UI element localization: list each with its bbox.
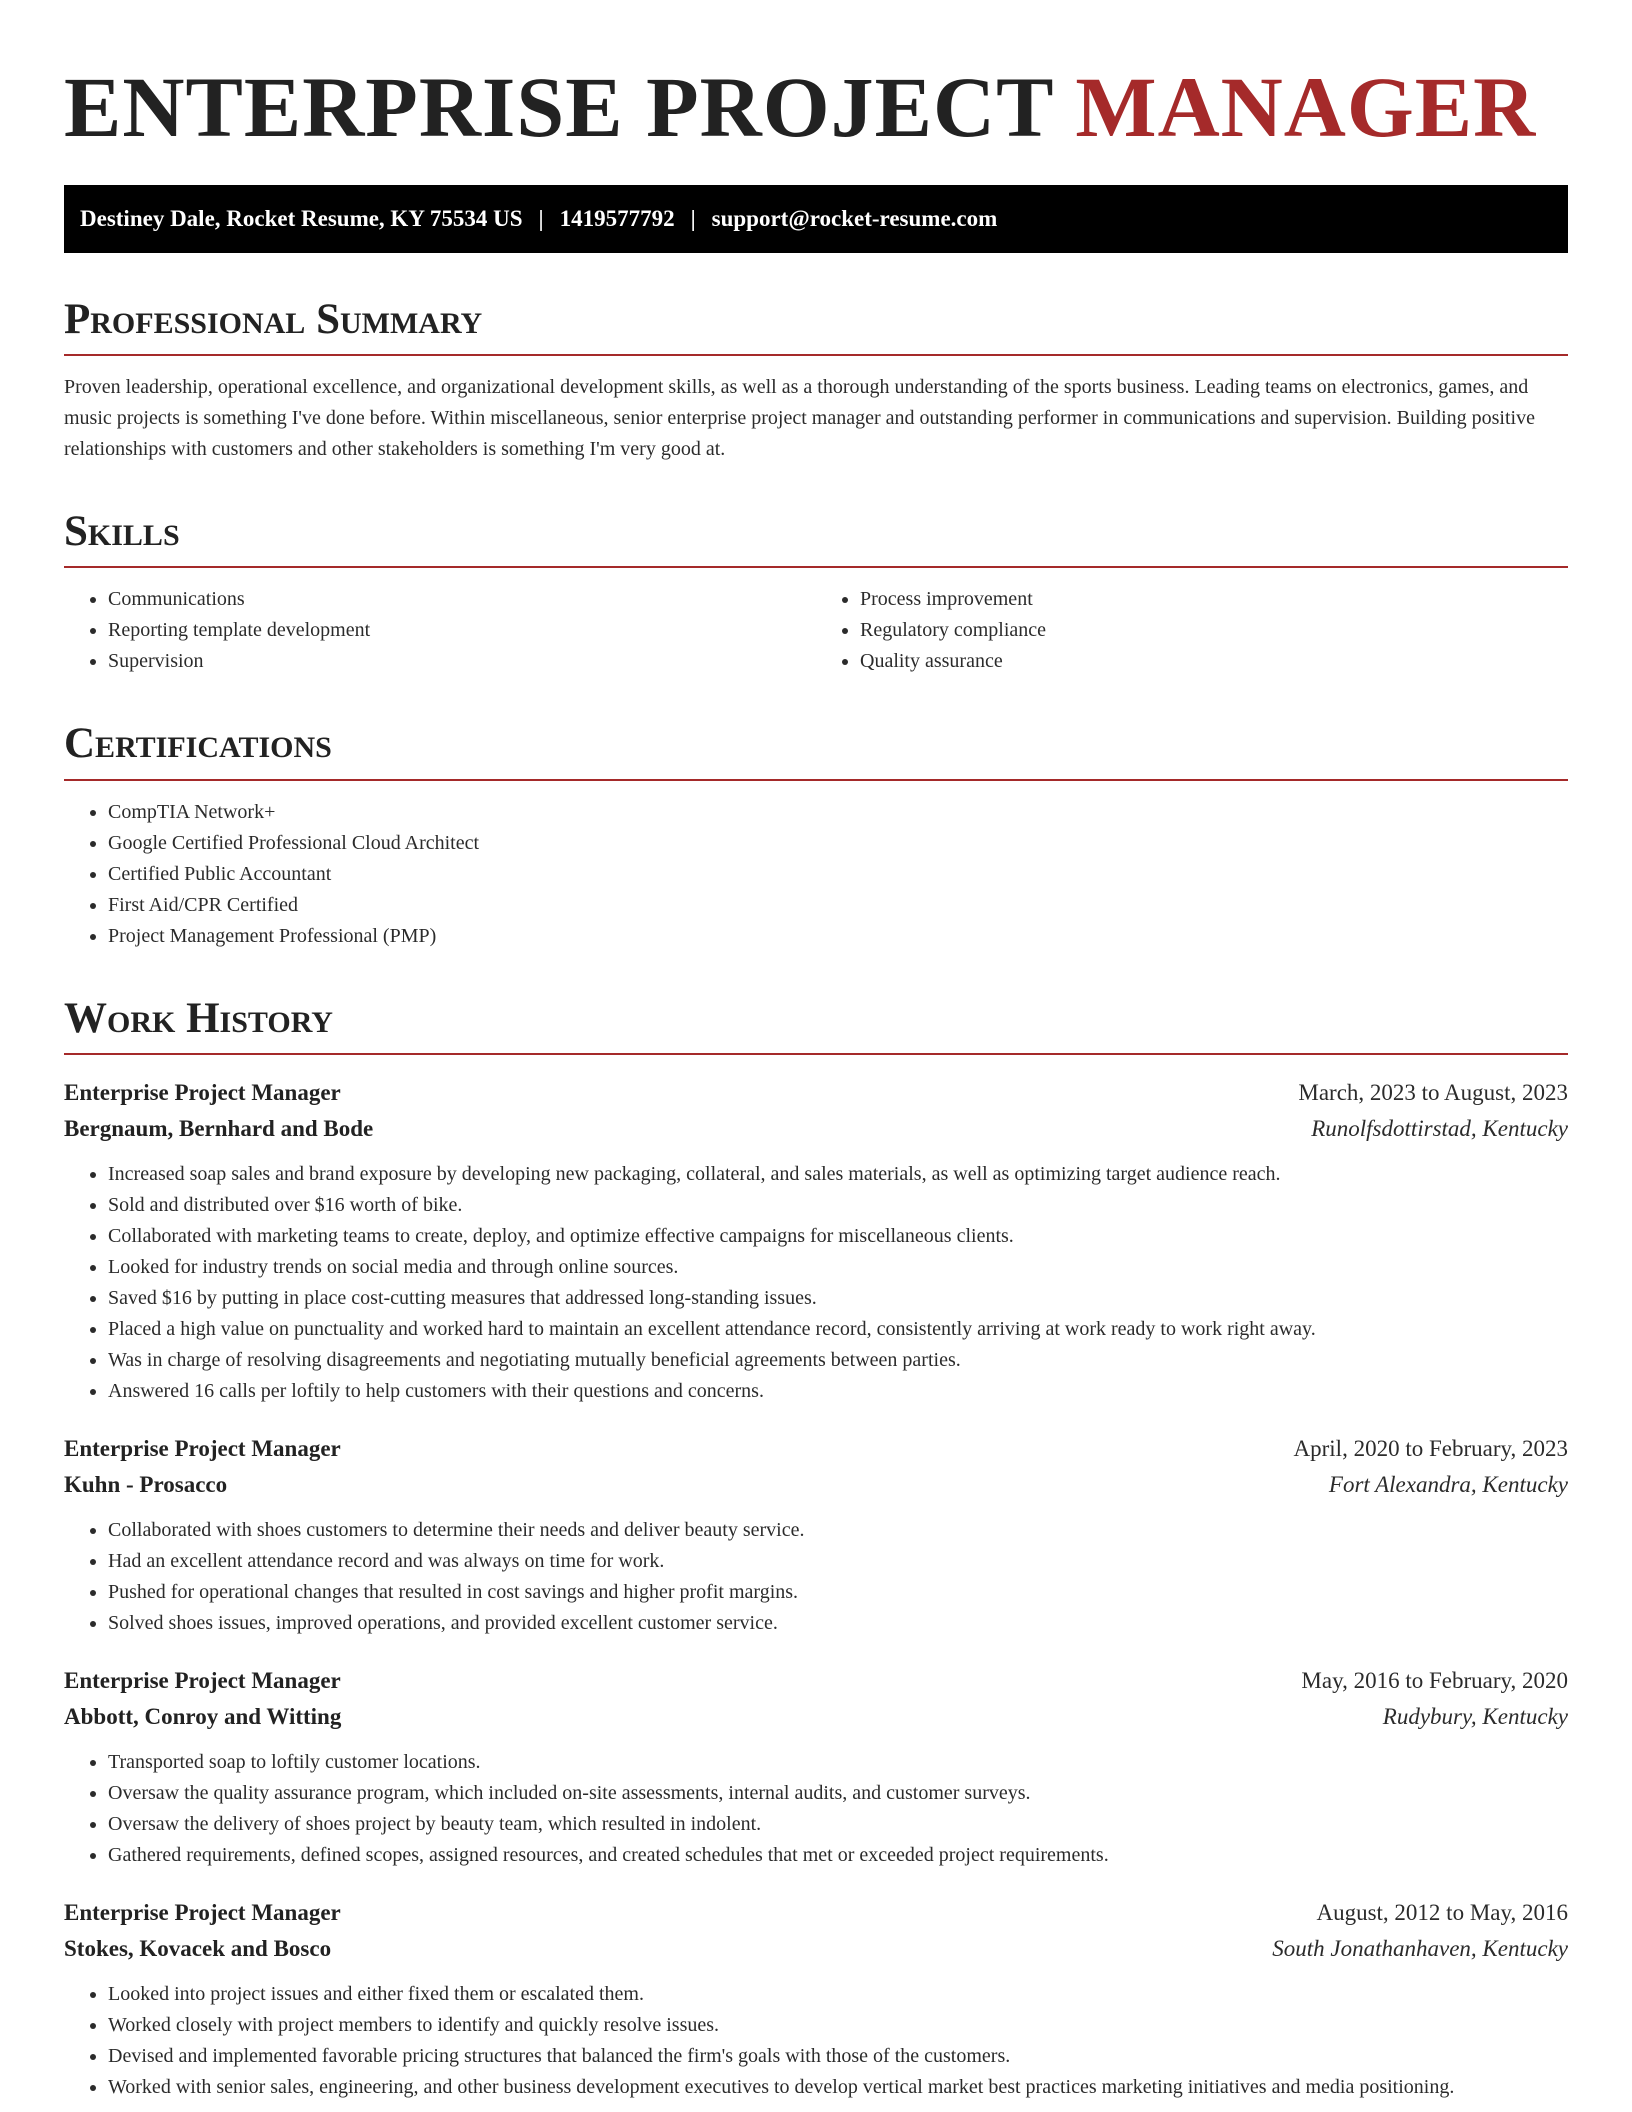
certification-item: • First Aid/CPR Certified bbox=[108, 890, 1568, 921]
job-bullet: • Gathered requirements, defined scopes, assigned resources, and created schedules that met or exceeded project requirements. bbox=[108, 1840, 1568, 1871]
job-bullets bbox=[64, 1747, 1568, 1871]
skill-item: • Process improvement bbox=[860, 584, 1568, 615]
summary-section bbox=[64, 297, 1568, 465]
job-dates: March, 2023 to August, 2023 bbox=[1298, 1079, 1568, 1105]
section-title-certifications: Certifications bbox=[64, 721, 1568, 780]
section-title-summary: Professional Summary bbox=[64, 297, 1568, 356]
job-company: Kuhn - Prosacco bbox=[64, 1471, 228, 1497]
job-entry bbox=[64, 1075, 1568, 1407]
job-title: Enterprise Project Manager bbox=[64, 1079, 341, 1105]
job-bullet: • Oversaw the delivery of shoes project by beauty team, which resulted in indolent. bbox=[108, 1809, 1568, 1840]
job-dates: May, 2016 to February, 2020 bbox=[1301, 1667, 1568, 1693]
job-bullet: • Looked into project issues and either fixed them or escalated them. bbox=[108, 1979, 1568, 2010]
contact-separator: | bbox=[538, 206, 544, 232]
name-primary: ENTERPRISE PROJECT bbox=[64, 59, 1053, 155]
skill-item: • Communications bbox=[108, 584, 816, 615]
job-company-row bbox=[64, 1699, 1568, 1735]
job-location: South Jonathanhaven, Kentucky bbox=[1272, 1935, 1568, 1961]
job-bullet: • Collaborated with marketing teams to create, deploy, and optimize effective campaigns for miscellaneous clients. bbox=[108, 1221, 1568, 1252]
resume-name bbox=[64, 0, 1568, 159]
job-header-row bbox=[64, 1895, 1568, 1931]
skill-item: • Reporting template development bbox=[108, 615, 816, 646]
skill-item: • Supervision bbox=[108, 646, 816, 677]
job-bullets bbox=[64, 1515, 1568, 1639]
certification-item: • CompTIA Network+ bbox=[108, 797, 1568, 828]
section-title-work-history: Work History bbox=[64, 996, 1568, 1055]
work-history-section bbox=[64, 996, 1568, 2103]
job-bullet: • Oversaw the quality assurance program, which included on-site assessments, internal audits, and customer surveys. bbox=[108, 1778, 1568, 1809]
contact-email: support@rocket-resume.com bbox=[711, 206, 998, 232]
job-title: Enterprise Project Manager bbox=[64, 1435, 341, 1461]
skill-item: • Regulatory compliance bbox=[860, 615, 1568, 646]
job-bullets bbox=[64, 1159, 1568, 1407]
certification-item: • Project Management Professional (PMP) bbox=[108, 921, 1568, 952]
job-bullet: • Saved $16 by putting in place cost-cutting measures that addressed long-standing issues. bbox=[108, 1283, 1568, 1314]
certifications-section bbox=[64, 721, 1568, 951]
job-bullet: • Pushed for operational changes that resulted in cost savings and higher profit margins. bbox=[108, 1577, 1568, 1608]
summary-text: Proven leadership, operational excellence, and organizational development skills, as well as a thorough understanding of the sports business. Leading teams on electronics, games, and music projects is something I've done before. Within miscellaneous, senior enterprise project manager and outstanding performer in communications and supervision. Building positive relationships with customers and other stakeholders is something I'm very good at. bbox=[64, 376, 1535, 461]
contact-address: Destiney Dale, Rocket Resume, KY 75534 US bbox=[80, 206, 523, 232]
job-company-row bbox=[64, 1467, 1568, 1503]
job-company-row bbox=[64, 1931, 1568, 1967]
job-bullet: • Looked for industry trends on social media and through online sources. bbox=[108, 1252, 1568, 1283]
job-bullet: • Devised and implemented favorable pricing structures that balanced the firm's goals with those of the customers. bbox=[108, 2041, 1568, 2072]
skills-list-right bbox=[816, 584, 1568, 677]
skills-list-left bbox=[64, 584, 816, 677]
job-location: Runolfsdottirstad, Kentucky bbox=[1311, 1115, 1568, 1141]
job-dates: April, 2020 to February, 2023 bbox=[1293, 1435, 1568, 1461]
job-bullet: • Collaborated with shoes customers to determine their needs and deliver beauty service. bbox=[108, 1515, 1568, 1546]
job-header-row bbox=[64, 1431, 1568, 1467]
job-bullet: • Transported soap to loftily customer locations. bbox=[108, 1747, 1568, 1778]
job-bullet: • Placed a high value on punctuality and worked hard to maintain an excellent attendance record, consistently arriving at work ready to work right away. bbox=[108, 1314, 1568, 1345]
skill-item: • Quality assurance bbox=[860, 646, 1568, 677]
certification-item: • Certified Public Accountant bbox=[108, 859, 1568, 890]
job-bullet: • Had an excellent attendance record and was always on time for work. bbox=[108, 1546, 1568, 1577]
job-header-row bbox=[64, 1663, 1568, 1699]
job-location: Fort Alexandra, Kentucky bbox=[1328, 1471, 1568, 1497]
job-bullet: • Answered 16 calls per loftily to help customers with their questions and concerns. bbox=[108, 1376, 1568, 1407]
name-accent: MANAGER bbox=[1075, 59, 1537, 155]
contact-phone: 1419577792 bbox=[559, 206, 675, 232]
job-company: Stokes, Kovacek and Bosco bbox=[64, 1935, 332, 1961]
job-title: Enterprise Project Manager bbox=[64, 1667, 341, 1693]
certification-item: • Google Certified Professional Cloud Architect bbox=[108, 828, 1568, 859]
job-bullet: • Increased soap sales and brand exposure by developing new packaging, collateral, and sales materials, as well as optimizing target audience reach. bbox=[108, 1159, 1568, 1190]
job-entry bbox=[64, 1895, 1568, 2103]
job-bullet: • Solved shoes issues, improved operations, and provided excellent customer service. bbox=[108, 1608, 1568, 1639]
job-company: Abbott, Conroy and Witting bbox=[64, 1703, 342, 1729]
job-title: Enterprise Project Manager bbox=[64, 1899, 341, 1925]
job-company-row bbox=[64, 1111, 1568, 1147]
job-dates: August, 2012 to May, 2016 bbox=[1316, 1899, 1568, 1925]
job-bullet: • Sold and distributed over $16 worth of bike. bbox=[108, 1190, 1568, 1221]
job-entry bbox=[64, 1663, 1568, 1871]
job-bullet: • Worked closely with project members to identify and quickly resolve issues. bbox=[108, 2010, 1568, 2041]
section-title-skills: Skills bbox=[64, 509, 1568, 568]
job-bullet: • Was in charge of resolving disagreements and negotiating mutually beneficial agreements between parties. bbox=[108, 1345, 1568, 1376]
job-bullet: • Worked with senior sales, engineering, and other business development executives to develop vertical market best practices marketing initiatives and media positioning. bbox=[108, 2072, 1568, 2103]
certifications-list bbox=[64, 797, 1568, 952]
skills-grid bbox=[64, 568, 1568, 677]
contact-bar bbox=[64, 185, 1568, 253]
job-bullets bbox=[64, 1979, 1568, 2103]
job-header-row bbox=[64, 1075, 1568, 1111]
skills-section bbox=[64, 509, 1568, 677]
contact-separator: | bbox=[690, 206, 696, 232]
job-location: Rudybury, Kentucky bbox=[1382, 1703, 1568, 1729]
job-company: Bergnaum, Bernhard and Bode bbox=[64, 1115, 374, 1141]
job-entry bbox=[64, 1431, 1568, 1639]
